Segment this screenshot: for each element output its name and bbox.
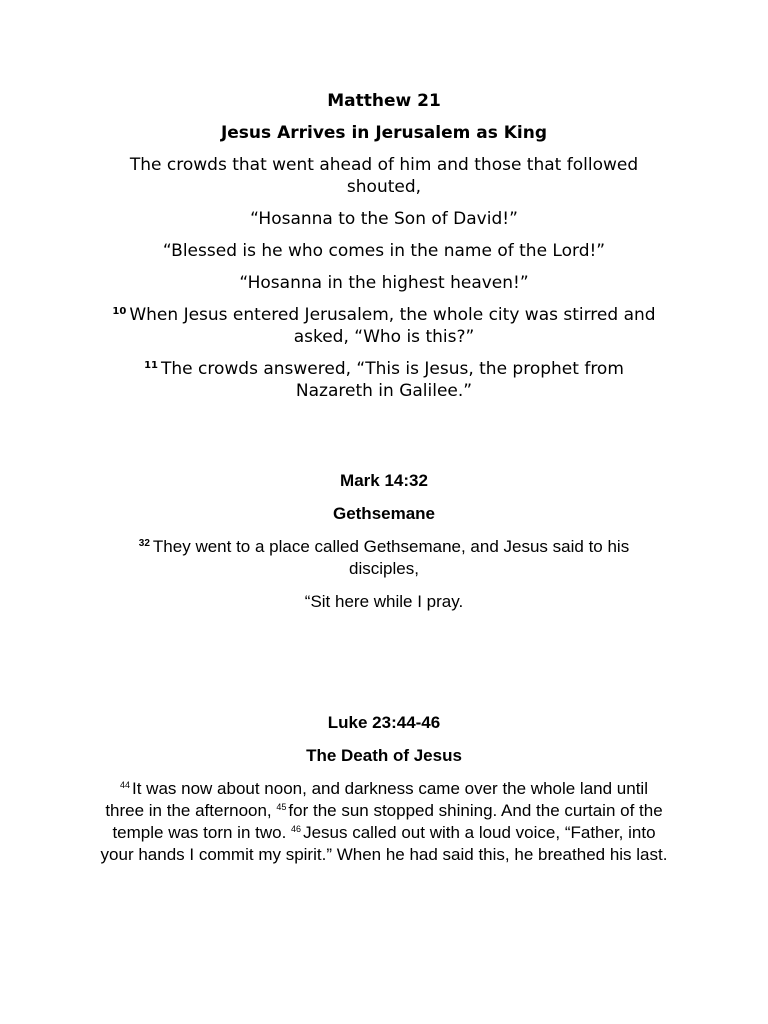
matthew-verse-10-text: When Jesus entered Jerusalem, the whole city was stirred and asked, “Who is this?” xyxy=(129,305,656,347)
matthew-quote-hosanna-david: “Hosanna to the Son of David!” xyxy=(250,209,518,229)
verse-number-11: 11 xyxy=(144,360,158,371)
verse-number-45: 45 xyxy=(276,802,287,812)
matthew-quote-blessed: “Blessed is he who comes in the name of the Lord!” xyxy=(162,241,606,261)
mark-reference: Mark 14:32 xyxy=(340,471,428,490)
luke-verse-46-text: Jesus called out with a loud voice, “Father, into your hands I commit my spirit.” When he had said this, he breathed his last. xyxy=(100,823,668,864)
luke-verse-45-text: for the sun stopped shining. And the curtain of the temple was torn in two. xyxy=(112,801,663,842)
mark-section xyxy=(104,470,664,624)
verse-number-32: 32 xyxy=(138,538,150,549)
matthew-section xyxy=(104,90,664,412)
matthew-reference: Matthew 21 xyxy=(327,91,441,111)
verse-number-10: 10 xyxy=(112,306,127,317)
mark-heading: Gethsemane xyxy=(332,504,436,523)
verse-number-44: 44 xyxy=(119,780,130,790)
mark-quote: “Sit here while I pray. xyxy=(304,592,464,611)
matthew-verse-11-text: The crowds answered, “This is Jesus, the prophet from Nazareth in Galilee.” xyxy=(161,359,624,401)
luke-reference: Luke 23:44-46 xyxy=(327,713,441,732)
mark-verse-32-text: They went to a place called Gethsemane, and Jesus said to his disciples, xyxy=(152,537,630,578)
luke-section xyxy=(100,712,668,866)
matthew-intro-paragraph: The crowds that went ahead of him and those that followed shouted, xyxy=(129,155,639,197)
luke-verses-44-46 xyxy=(100,778,668,866)
matthew-verse-11 xyxy=(104,358,664,402)
matthew-heading: Jesus Arrives in Jerusalem as King xyxy=(220,123,548,143)
verse-number-46: 46 xyxy=(291,824,302,834)
luke-verse-44-text: It was now about noon, and darkness came over the whole land until three in the afternoon, xyxy=(105,779,648,820)
mark-verse-32 xyxy=(104,536,664,580)
matthew-quote-hosanna-heaven: “Hosanna in the highest heaven!” xyxy=(239,273,529,293)
luke-heading: The Death of Jesus xyxy=(306,746,462,765)
matthew-verse-10 xyxy=(104,304,664,348)
